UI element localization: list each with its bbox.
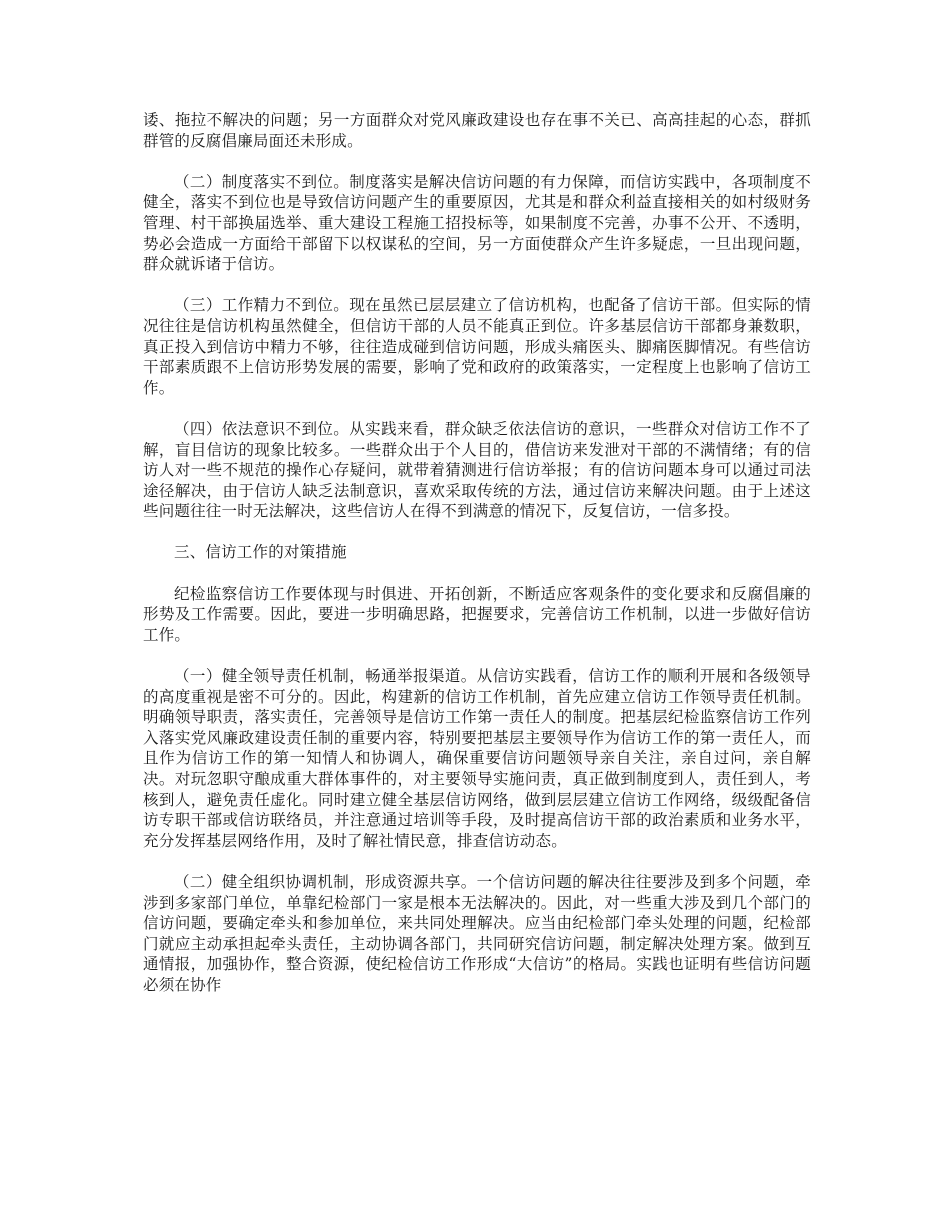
- paragraph-system-implementation: （二）制度落实不到位。制度落实是解决信访问题的有力保障，而信访实践中，各项制度不健全，落实不到位也是导致信访问题产生的重要原因，尤其是和群众利益直接相关的如村级财务管理、村干部换届选举、重大建设工程施工招投标等，如果制度不完善，办事不公开、不透明，势必会造成一方面给干部留下以权谋私的空间，另一方面使群众产生许多疑虑，一旦出现问题，群众就诉诸于信访。: [143, 172, 811, 274]
- paragraph-leadership-responsibility: （一）健全领导责任机制，畅通举报渠道。从信访实践看，信访工作的顺利开展和各级领导的高度重视是密不可分的。因此，构建新的信访工作机制，首先应建立信访工作领导责任机制。明确领导职责，落实责任，完善领导是信访工作第一责任人的制度。把基层纪检监察信访工作列入落实党风廉政建设责任制的重要内容，特别要把基层主要领导作为信访工作的第一责任人，而且作为信访工作的第一知情人和协调人，确保重要信访问题领导亲自关注，亲自过问，亲自解决。对玩忽职守酿成重大群体事件的，对主要领导实施问责，真正做到制度到人，责任到人，考核到人，避免责任虚化。同时建立健全基层信访网络，做到层层建立信访工作网络，级级配备信访专职干部或信访联络员，并注意通过培训等手段，及时提高信访干部的政治素质和业务水平，充分发挥基层网络作用，及时了解社情民意，排查信访动态。: [143, 667, 811, 850]
- section-heading-countermeasures: 三、信访工作的对策措施: [174, 543, 347, 562]
- document-body: [143, 110, 811, 1016]
- paragraph-organizational-coordination: （二）健全组织协调机制，形成资源共享。一个信访问题的解决往往要涉及到多个问题，牵涉到多家部门单位，单靠纪检部门一家是根本无法解决的。因此，对一些重大涉及到几个部门的信访问题，要确定牵头和参加单位，来共同处理解决。应当由纪检部门牵头处理的问题，纪检部门就应主动承担起牵头责任，主动协调各部门，共同研究信访问题，制定解决处理方案。做到互通情报，加强协作，整合资源，使纪检信访工作形成“大信访”的格局。实践也证明有些信访问题必须在协作: [143, 872, 811, 994]
- paragraph-continued: 诿、拖拉不解决的问题；另一方面群众对党风廉政建设也存在事不关已、高高挂起的心态，群抓群管的反腐倡廉局面还未形成。: [143, 111, 811, 150]
- paragraph-countermeasures-intro: 纪检监察信访工作要体现与时俱进、开拓创新，不断适应客观条件的变化要求和反腐倡廉的形势及工作需要。因此，要进一步明确思路，把握要求，完善信访工作机制，以进一步做好信访工作。: [143, 584, 811, 644]
- paragraph-work-energy: （三）工作精力不到位。现在虽然已层层建立了信访机构，也配备了信访干部。但实际的情况往往是信访机构虽然健全，但信访干部的人员不能真正到位。许多基层信访干部都身兼数职，真正投入到信访中精力不够，往往造成碰到信访问题，形成头痛医头、脚痛医脚情况。有些信访干部素质跟不上信访形势发展的需要，影响了党和政府的政策落实，一定程度上也影响了信访工作。: [143, 296, 811, 397]
- paragraph-legal-awareness: （四）依法意识不到位。从实践来看，群众缺乏依法信访的意识，一些群众对信访工作不了解，盲目信访的现象比较多。一些群众出于个人目的，借信访来发泄对干部的不满情绪；有的信访人对一些不规范的操作心存疑问，就带着猜测进行信访举报；有的信访问题本身可以通过司法途径解决，由于信访人缺乏法制意识，喜欢采取传统的方法，通过信访来解决问题。由于上述这些问题往往一时无法解决，这些信访人在得不到满意的情况下，反复信访，一信多投。: [143, 419, 811, 521]
